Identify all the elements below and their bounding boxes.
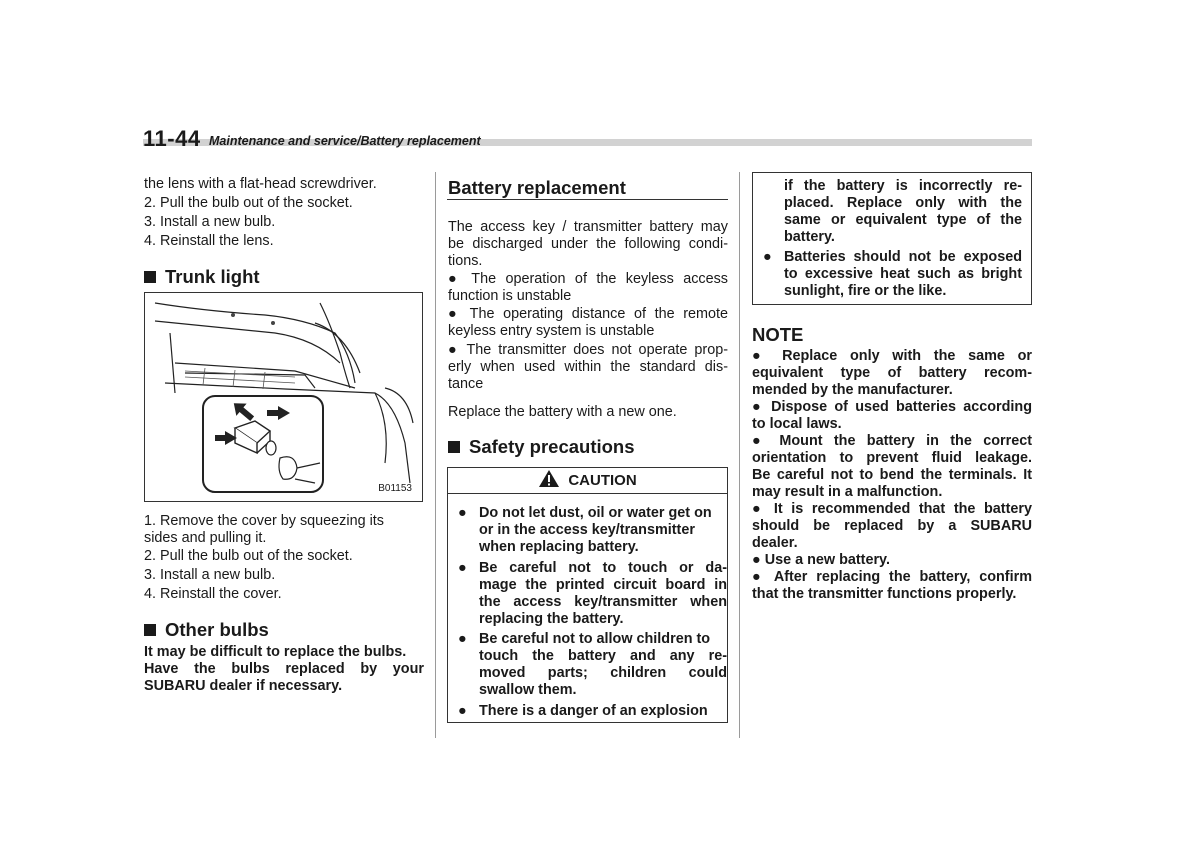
trunk-light-illustration — [145, 293, 422, 501]
lens-step-2: 2. Pull the bulb out of the socket. — [144, 195, 353, 211]
condition-3-line-2: erly when used within the standard dis- — [448, 359, 728, 375]
heading-rule — [447, 199, 728, 200]
section-square-icon — [144, 624, 156, 636]
figure-code: B01153 — [378, 483, 412, 494]
other-bulbs-line-3: SUBARU dealer if necessary. — [144, 678, 343, 694]
other-bulbs-heading: Other bulbs — [144, 619, 269, 641]
caution-cont-text: if the battery is incorrectly re- placed. Replace only with the same or equivalent type of the battery. — [784, 178, 1022, 245]
trunk-light-heading: Trunk light — [144, 266, 260, 288]
other-bulbs-line-1: It may be difficult to replace the bulbs. — [144, 644, 407, 660]
condition-2-line-1: ● The operating distance of the remote — [448, 306, 728, 322]
trunk-step-2: 2. Pull the bulb out of the socket. — [144, 548, 353, 564]
condition-1-line-2: function is unstable — [448, 288, 572, 304]
lens-step-4: 4. Reinstall the lens. — [144, 233, 274, 249]
section-square-icon — [448, 441, 460, 453]
section-title: Maintenance and service/Battery replacement — [209, 134, 481, 148]
intro-line-2: be discharged under the following condi- — [448, 236, 728, 252]
section-square-icon — [144, 271, 156, 283]
column-divider-1 — [435, 172, 436, 738]
note-heading: NOTE — [752, 324, 804, 345]
intro-line-1: The access key / transmitter battery may — [448, 219, 728, 235]
caution-box: CAUTION ● Do not let dust, oil or water get on or in the access key/transmitter when replacing battery. ● Be careful not to touch or da- mage the printed circuit board in the access key/transmitter when replacing the battery. ● Be careful not to allow children to touch the battery and any re- moved parts; children could swallow them. ● There is a danger of an explosion — [447, 467, 728, 723]
replace-text: Replace the battery with a new one. — [448, 404, 677, 420]
column-divider-2 — [739, 172, 740, 738]
trunk-step-3: 3. Install a new bulb. — [144, 567, 276, 583]
note-body: ● Replace only with the same or equivalent type of battery recom- mended by the manufacturer. ● Dispose of used batteries according to local laws. ● Mount the battery in the correct orientation to prevent fluid leakage. Be careful not to bend the terminals. It may result in a malfunction. ● It is recommended that the battery should be replaced by a SUBARU dealer. ● Use a new battery. ● After replacing the battery, confirm that the transmitter functions properly. — [752, 348, 1032, 602]
caution-header: CAUTION — [448, 468, 727, 494]
trunk-step-1b: sides and pulling it. — [144, 530, 267, 546]
trunk-light-figure — [144, 292, 423, 502]
caution-continued-box: if the battery is incorrectly re- placed. Replace only with the same or equivalent type of the battery. ● Batteries should not be exposed to excessive heat such as bright sunlight, fire or the like. — [752, 172, 1032, 305]
page-number: 11-44 — [143, 126, 201, 151]
condition-2-line-2: keyless entry system is unstable — [448, 323, 655, 339]
condition-3-line-1: ● The transmitter does not operate prop- — [448, 342, 728, 358]
condition-3-line-3: tance — [448, 376, 484, 392]
trunk-step-4: 4. Reinstall the cover. — [144, 586, 282, 602]
lens-step-3: 3. Install a new bulb. — [144, 214, 276, 230]
condition-1-line-1: ● The operation of the keyless access — [448, 271, 728, 287]
intro-line-3: tions. — [448, 253, 483, 269]
battery-replacement-heading: Battery replacement — [448, 177, 626, 198]
warning-triangle-icon — [538, 469, 560, 488]
other-bulbs-line-2: Have the bulbs replaced by your — [144, 661, 424, 677]
trunk-step-1: 1. Remove the cover by squeezing its — [144, 513, 384, 529]
lens-step-cont: the lens with a flat-head screwdriver. — [144, 176, 377, 192]
safety-precautions-heading: Safety precautions — [448, 436, 635, 458]
